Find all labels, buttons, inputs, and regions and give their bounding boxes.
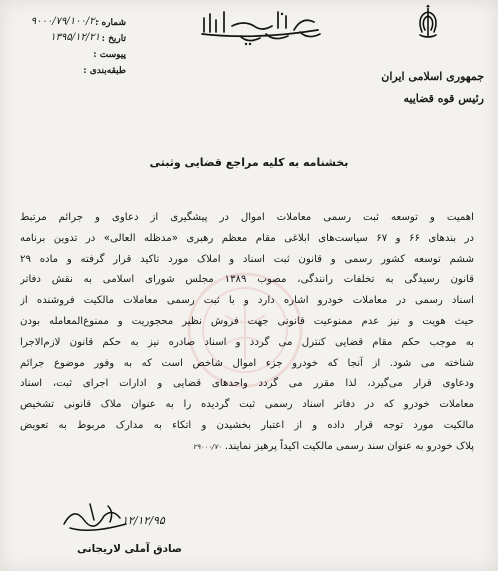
letter-title: بخشنامه به کلیه مراجع قضایی وثبتی (149, 156, 349, 169)
body-line: مالکیت مورد توجه قرار داده و از اعتبار بخشیدن و اتکاء به مدارک مربوط به تعویض (20, 419, 474, 431)
org-title: رئیس قوه قضاییه (403, 92, 484, 105)
body-line: اهمیت و توسعه ثبت رسمی معاملات اموال در پیشگیری از دعاوی و جرائم مرتبط (20, 212, 474, 223)
attachment-row (6, 50, 126, 66)
organization-block (374, 66, 484, 110)
body-line: ششم توسعه کشور رسمی و قانون ثبت اسناد و املاک مورد تاکید قرار گرفته و ماده ۲۹ (20, 253, 474, 265)
body-line: ودعاوی قرار می‌گیرد، لذا مقرر می گردد واحدهای قضایی و ادارات اجرای ثبت، اسناد (20, 378, 474, 390)
body-line: به موجب حکم مقام قضایی کنترل می گردد و اسناد صادره نیز به حکم قانون لازم‌الاجرا (20, 336, 474, 348)
letter-meta (6, 18, 126, 82)
body-line: معاملات خودرو که در دفاتر اسناد رسمی ثبت گردیده را به عنوان ملاک قانونی تشخیص (20, 399, 474, 411)
body-line: قانون رسیدگی به تخلفات رانندگی، مصوب ۱۳۸۹ مجلس شورای اسلامی به نقش دفاتر (20, 274, 474, 286)
number-label: شماره : (94, 18, 126, 28)
date-row (6, 34, 126, 50)
body-line: حیث هویت و نیز عدم ممنوعیت قانونی جهت فروش نظیر محجوریت و ممنوع‌المعامله بودن (20, 315, 474, 327)
body-line-text: پلاک خودرو به عنوان سند رسمی مالکیت اکیداً پرهیز نمایند. (224, 440, 474, 452)
footnote-number: ۲۹۰۰۰/۷۰ (192, 442, 222, 451)
emblem-icon (410, 4, 446, 40)
signature-date: ۱۲/۱۲/۹۵ (122, 514, 165, 527)
org-country: جمهوری اسلامی ایران (381, 70, 484, 83)
date-value: ۱۳۹۵/۱۲/۲۱ (50, 32, 100, 43)
signer-name: صادق آملی لاریجانی (77, 543, 183, 555)
letter-body (20, 208, 474, 458)
date-label: تاریخ : (101, 34, 126, 44)
attachment-label: پیوست : (93, 50, 126, 60)
classification-label: طبقه‌بندی : (83, 66, 126, 76)
body-line: در بندهای ۶۶ و ۶۷ سیاست‌های ابلاغی مقام معظم رهبری «مدظله العالی» در تدوین برنامه (20, 232, 474, 244)
number-value: ۹۰۰۰/۷۹/۱۰۰/۲۰ (30, 16, 100, 27)
body-line-last (20, 437, 474, 458)
basmala-calligraphy (196, 6, 326, 50)
body-line: اسناد رسمی در معاملات خودرو اشاره دارد و با ثبت رسمی معاملات مالکیت فروشنده از (20, 295, 474, 307)
classification-row (6, 66, 126, 82)
body-line: شناخته می شود. از آنجا که خودرو جزء اموال شاخص است که به وفور موضوع جرائم (20, 357, 474, 369)
